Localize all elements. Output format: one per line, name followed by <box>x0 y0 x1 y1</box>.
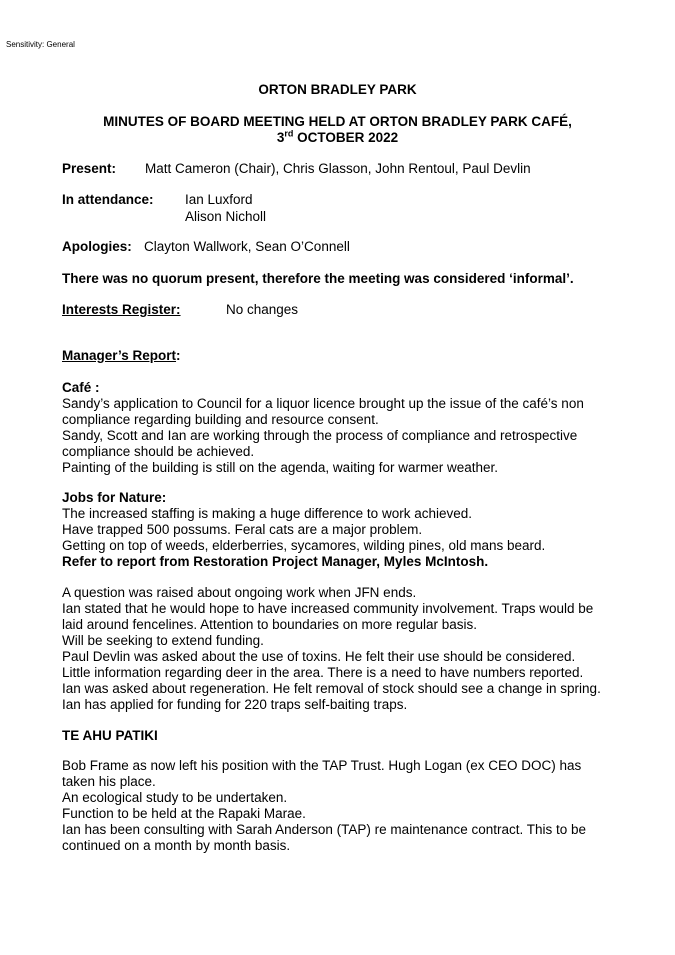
apologies-label: Apologies: <box>62 239 132 254</box>
te-ahu-line: Function to be held at the Rapaki Marae. <box>62 806 306 821</box>
cafe-line: compliance regarding building and resource consent. <box>62 412 379 427</box>
interests-label: Interests Register: <box>62 302 181 317</box>
discussion-line: Will be seeking to extend funding. <box>62 633 264 648</box>
discussion-line: Ian stated that he would hope to have increased community involvement. Traps would be <box>62 601 594 616</box>
date-rest: OCTOBER 2022 <box>293 130 399 145</box>
cafe-line: Sandy’s application to Council for a liquor licence brought up the issue of the café’s non <box>62 396 584 411</box>
te-ahu-line: taken his place. <box>62 774 156 789</box>
te-ahu-line: Bob Frame as now left his position with the TAP Trust. Hugh Logan (ex CEO DOC) has <box>62 758 582 773</box>
te-ahu-line: continued on a month by month basis. <box>62 838 291 853</box>
present-label: Present: <box>62 161 117 176</box>
jobs-line: The increased staffing is making a huge difference to work achieved. <box>62 506 472 521</box>
sensitivity-label: Sensitivity: General <box>6 40 75 49</box>
document-title: ORTON BRADLEY PARK <box>258 82 417 97</box>
jobs-heading: Jobs for Nature: <box>62 490 167 505</box>
cafe-line: Sandy, Scott and Ian are working through the process of compliance and retrospective <box>62 428 578 443</box>
attendance-name: Alison Nicholl <box>185 209 267 224</box>
discussion-line: Little information regarding deer in the area. There is a need to have numbers reported. <box>62 665 584 680</box>
jobs-refer: Refer to report from Restoration Project Manager, Myles McIntosh. <box>62 554 489 569</box>
te-ahu-line: An ecological study to be undertaken. <box>62 790 288 805</box>
date-suffix: rd <box>284 128 294 139</box>
discussion-line: Ian was asked about regeneration. He felt removal of stock should see a change in spring. <box>62 681 601 696</box>
discussion-line: Ian has applied for funding for 220 traps self-baiting traps. <box>62 697 408 712</box>
cafe-line: compliance should be achieved. <box>62 444 255 459</box>
present-value: Matt Cameron (Chair), Chris Glasson, John Rentoul, Paul Devlin <box>145 161 531 176</box>
attendance-label: In attendance: <box>62 192 154 207</box>
jobs-line: Getting on top of weeds, elderberries, sycamores, wilding pines, old mans beard. <box>62 538 546 553</box>
te-ahu-heading: TE AHU PATIKI <box>62 728 158 743</box>
managers-report-label: Manager’s Report <box>62 348 177 363</box>
attendance-name: Ian Luxford <box>185 192 253 207</box>
discussion-line: A question was raised about ongoing work when JFN ends. <box>62 585 417 600</box>
cafe-heading: Café : <box>62 380 100 395</box>
managers-report-colon: : <box>176 348 181 363</box>
jobs-line: Have trapped 500 possums. Feral cats are a major problem. <box>62 522 423 537</box>
quorum-note: There was no quorum present, therefore the meeting was considered ‘informal’. <box>62 271 574 286</box>
date-day: 3 <box>276 130 285 145</box>
managers-report-heading <box>62 347 181 364</box>
discussion-line: Paul Devlin was asked about the use of toxins. He felt their use should be considered. <box>62 649 576 664</box>
cafe-line: Painting of the building is still on the agenda, waiting for warmer weather. <box>62 460 499 475</box>
interests-value: No changes <box>226 302 299 317</box>
apologies-value: Clayton Wallwork, Sean O’Connell <box>144 239 350 254</box>
meeting-date <box>0 130 675 145</box>
te-ahu-line: Ian has been consulting with Sarah Anderson (TAP) re maintenance contract. This to be <box>62 822 587 837</box>
meeting-subtitle: MINUTES OF BOARD MEETING HELD AT ORTON BRADLEY PARK CAFÉ, <box>103 114 572 129</box>
discussion-line: laid around fencelines. Attention to boundaries on more regular basis. <box>62 617 478 632</box>
